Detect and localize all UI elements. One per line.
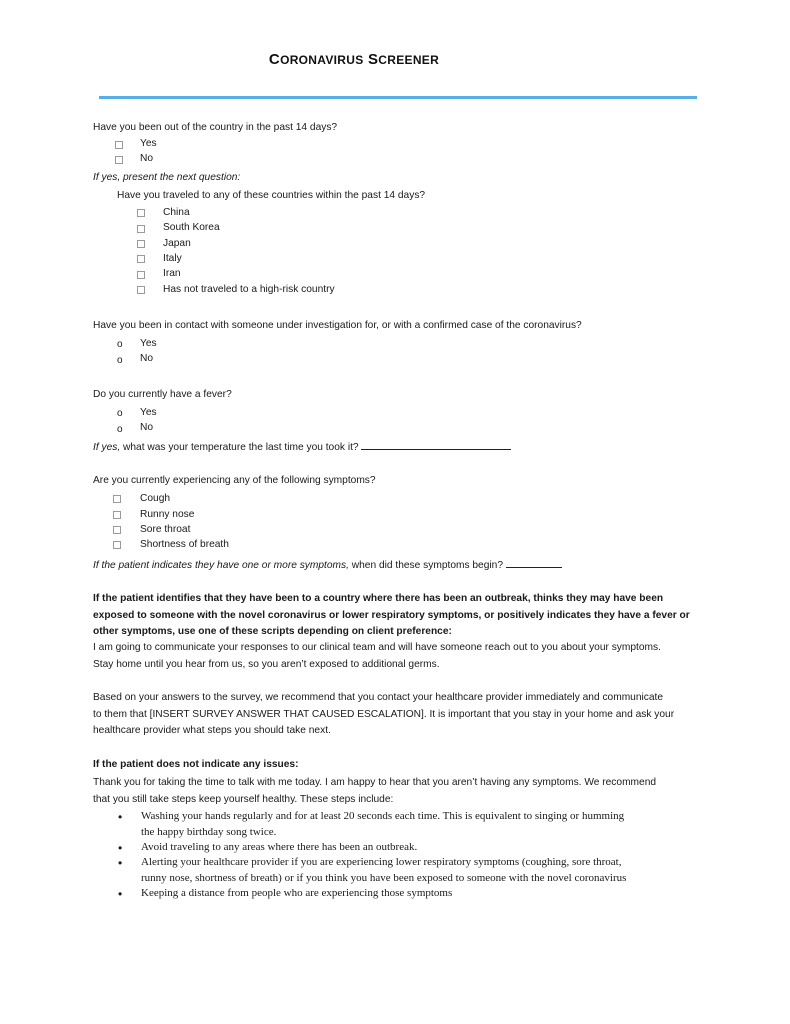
radio-contact-yes[interactable]: o	[117, 339, 123, 350]
bullet-icon: •	[118, 856, 123, 870]
option-label: Cough	[140, 493, 171, 504]
option-label: South Korea	[163, 222, 220, 233]
question-symptoms: Are you currently experiencing any of the following symptoms?	[93, 475, 376, 486]
option-label: Has not traveled to a high-risk country	[163, 284, 335, 295]
option-label: Sore throat	[140, 524, 191, 535]
option-label: Yes	[140, 407, 157, 418]
option-label: Yes	[140, 138, 157, 149]
option-label: Runny nose	[140, 509, 195, 520]
option-label: Yes	[140, 338, 157, 349]
no-issues-heading: If the patient does not indicate any issues:	[93, 759, 299, 770]
checkbox-country[interactable]	[137, 255, 145, 263]
checkbox-travel-no[interactable]	[115, 156, 123, 164]
escalation-script-1: I am going to communicate your responses to our clinical team and will have someone reach out to you about your symptoms. Stay home until you hear from us, so you aren’t exposed to additional germs.	[93, 642, 661, 670]
checkbox-travel-yes[interactable]	[115, 141, 123, 149]
list-item: Washing your hands regularly and for at least 20 seconds each time. This is equivalent to singing or humming the happy birthday song twice.	[141, 810, 625, 838]
symptom-onset-prompt: If the patient indicates they have one or more symptoms, when did these symptoms begin?	[93, 558, 562, 571]
checkbox-symptom[interactable]	[113, 526, 121, 534]
option-label: No	[140, 153, 154, 164]
escalation-heading: If the patient identifies that they have been to a country where there has been an outbreak, thinks they may have been exposed to someone with the novel coronavirus or lower respiratory symptoms, or positively indicates they have a fever or other symptoms, use one of these scripts depending on client preference:	[93, 593, 690, 637]
checkbox-country[interactable]	[137, 225, 145, 233]
checkbox-country[interactable]	[137, 271, 145, 279]
no-issues-intro: Thank you for taking the time to talk with me today. I am happy to hear that you aren’t having any symptoms. We recommend that you still take steps keep yourself healthy. These steps include:	[93, 777, 657, 805]
option-label: Shortness of breath	[140, 539, 229, 550]
symptom-onset-blank[interactable]	[506, 558, 562, 568]
option-label: China	[163, 207, 190, 218]
option-label: Iran	[163, 268, 181, 279]
option-label: No	[140, 422, 154, 433]
checkbox-symptom[interactable]	[113, 541, 121, 549]
bullet-icon: •	[118, 841, 123, 855]
followup-note: If yes, present the next question:	[93, 172, 241, 183]
question-contact: Have you been in contact with someone under investigation for, or with a confirmed case of the coronavirus?	[93, 320, 582, 331]
radio-contact-no[interactable]: o	[117, 355, 123, 366]
temperature-prompt: If yes, what was your temperature the last time you took it?	[93, 440, 511, 453]
bullet-icon: •	[118, 887, 123, 901]
question-fever: Do you currently have a fever?	[93, 389, 232, 400]
checkbox-symptom[interactable]	[113, 495, 121, 503]
radio-fever-no[interactable]: o	[117, 424, 123, 435]
list-item: Avoid traveling to any areas where there has been an outbreak.	[141, 841, 418, 853]
option-label: Italy	[163, 253, 182, 264]
list-item: Alerting your healthcare provider if you are experiencing lower respiratory symptoms (coughing, sore throat, runny nose, shortness of breath) or if you think you have been exposed to someone with the novel coronavirus	[141, 856, 627, 884]
option-label: Japan	[163, 238, 191, 249]
option-label: No	[140, 353, 154, 364]
escalation-script-2: Based on your answers to the survey, we recommend that you contact your healthcare provider immediately and communicate to them that [INSERT SURVEY ANSWER THAT CAUSED ESCALATION]. It is important that you stay in your home and ask your healthcare provider what steps you should take next.	[93, 692, 675, 736]
list-item: Keeping a distance from people who are experiencing those symptoms	[141, 887, 453, 899]
checkbox-country[interactable]	[137, 209, 145, 217]
checkbox-country[interactable]	[137, 240, 145, 248]
checkbox-country[interactable]	[137, 286, 145, 294]
question-travel: Have you been out of the country in the past 14 days?	[93, 122, 338, 133]
checkbox-symptom[interactable]	[113, 511, 121, 519]
temperature-blank[interactable]	[361, 440, 511, 450]
title-divider	[99, 96, 697, 99]
bullet-icon: •	[118, 810, 123, 824]
radio-fever-yes[interactable]: o	[117, 408, 123, 419]
question-countries: Have you traveled to any of these countries within the past 14 days?	[117, 190, 426, 201]
page-title: CORONAVIRUS SCREENER	[268, 51, 440, 68]
